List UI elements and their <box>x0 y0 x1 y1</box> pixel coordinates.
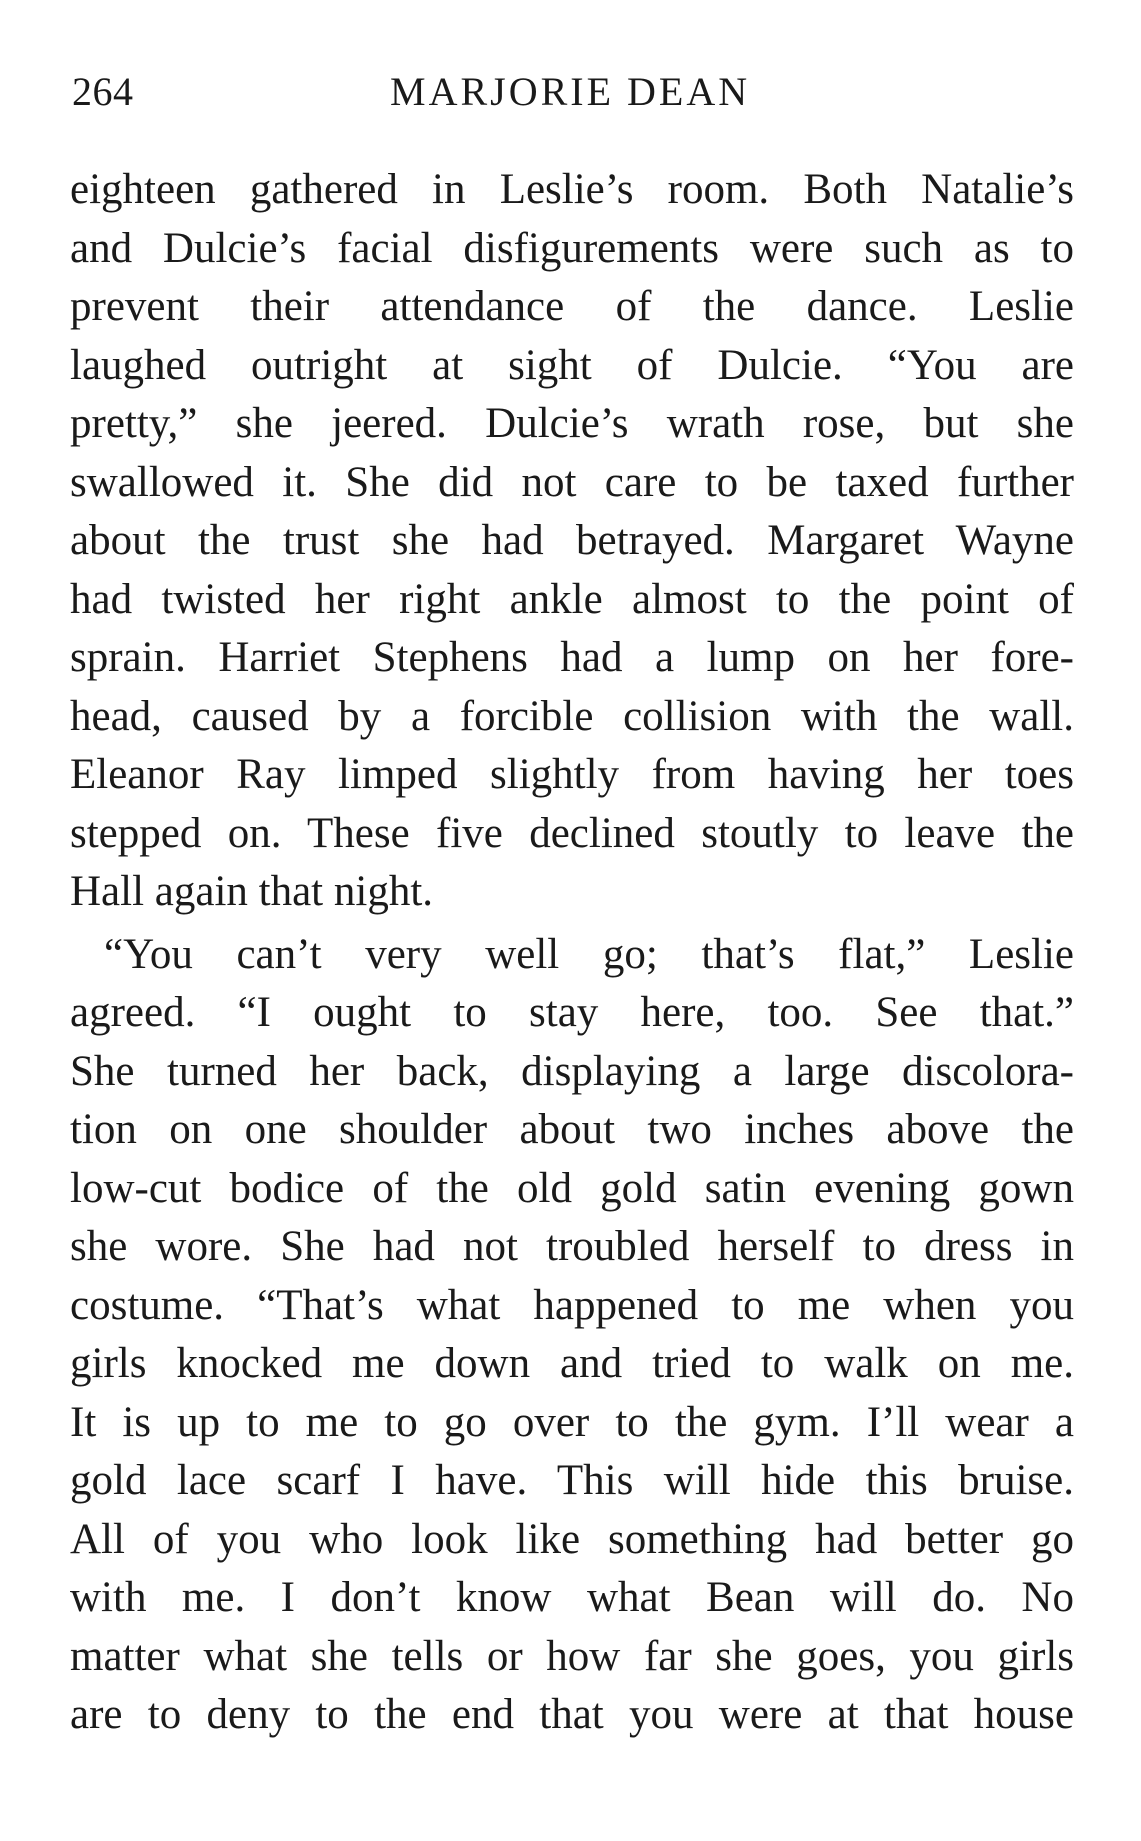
text-line: It is up to me to go over to the gym. I’ll wear a <box>70 1398 1074 1446</box>
text-line: pretty,” she jeered. Dulcie’s wrath rose, but she <box>70 400 1074 447</box>
text-line: costume. “That’s what happened to me when you <box>70 1281 1074 1329</box>
paragraph <box>70 926 1074 1745</box>
text-line: and Dulcie’s facial disfigurements were such as to <box>70 224 1074 272</box>
text-line: prevent their attendance of the dance. Leslie <box>70 283 1074 330</box>
text-line: with me. I don’t know what Bean will do. No <box>70 1574 1074 1621</box>
text-line: she wore. She had not troubled herself to dress in <box>70 1223 1074 1270</box>
text-line: Hall again that night. <box>70 868 434 915</box>
text-line: laughed outright at sight of Dulcie. “You are <box>70 341 1074 389</box>
text-line: She turned her back, displaying a large discolora- <box>70 1047 1074 1095</box>
paragraph <box>70 161 1074 922</box>
text-line: Eleanor Ray limped slightly from having her toes <box>70 751 1074 798</box>
text-line: gold lace scarf I have. This will hide this bruise. <box>70 1457 1074 1504</box>
text-line: stepped on. These five declined stoutly to leave the <box>70 809 1074 857</box>
text-line: All of you who look like something had better go <box>70 1515 1074 1563</box>
text-line: sprain. Harriet Stephens had a lump on her fore- <box>70 634 1074 681</box>
page-header <box>72 68 1072 128</box>
text-line: about the trust she had betrayed. Margaret Wayne <box>70 517 1074 564</box>
text-line: eighteen gathered in Leslie’s room. Both Natalie’s <box>70 166 1074 213</box>
page-number: 264 <box>72 69 134 114</box>
body-text <box>70 161 1074 1745</box>
text-line: girls knocked me down and tried to walk on me. <box>70 1340 1074 1387</box>
text-line: swallowed it. She did not care to be taxed further <box>70 458 1074 506</box>
text-line: agreed. “I ought to stay here, too. See that.” <box>70 989 1074 1036</box>
text-line: matter what she tells or how far she goes, you girls <box>70 1632 1074 1680</box>
text-line: tion on one shoulder about two inches above the <box>70 1106 1074 1153</box>
text-line: head, caused by a forcible collision with the wall. <box>70 692 1074 740</box>
running-head: MARJORIE DEAN <box>390 69 751 114</box>
text-line: had twisted her right ankle almost to the point of <box>70 575 1074 623</box>
text-line: low-cut bodice of the old gold satin evening gown <box>70 1164 1074 1212</box>
text-line: “You can’t very well go; that’s flat,” Leslie <box>104 930 1074 978</box>
text-line: are to deny to the end that you were at that house <box>70 1691 1074 1738</box>
